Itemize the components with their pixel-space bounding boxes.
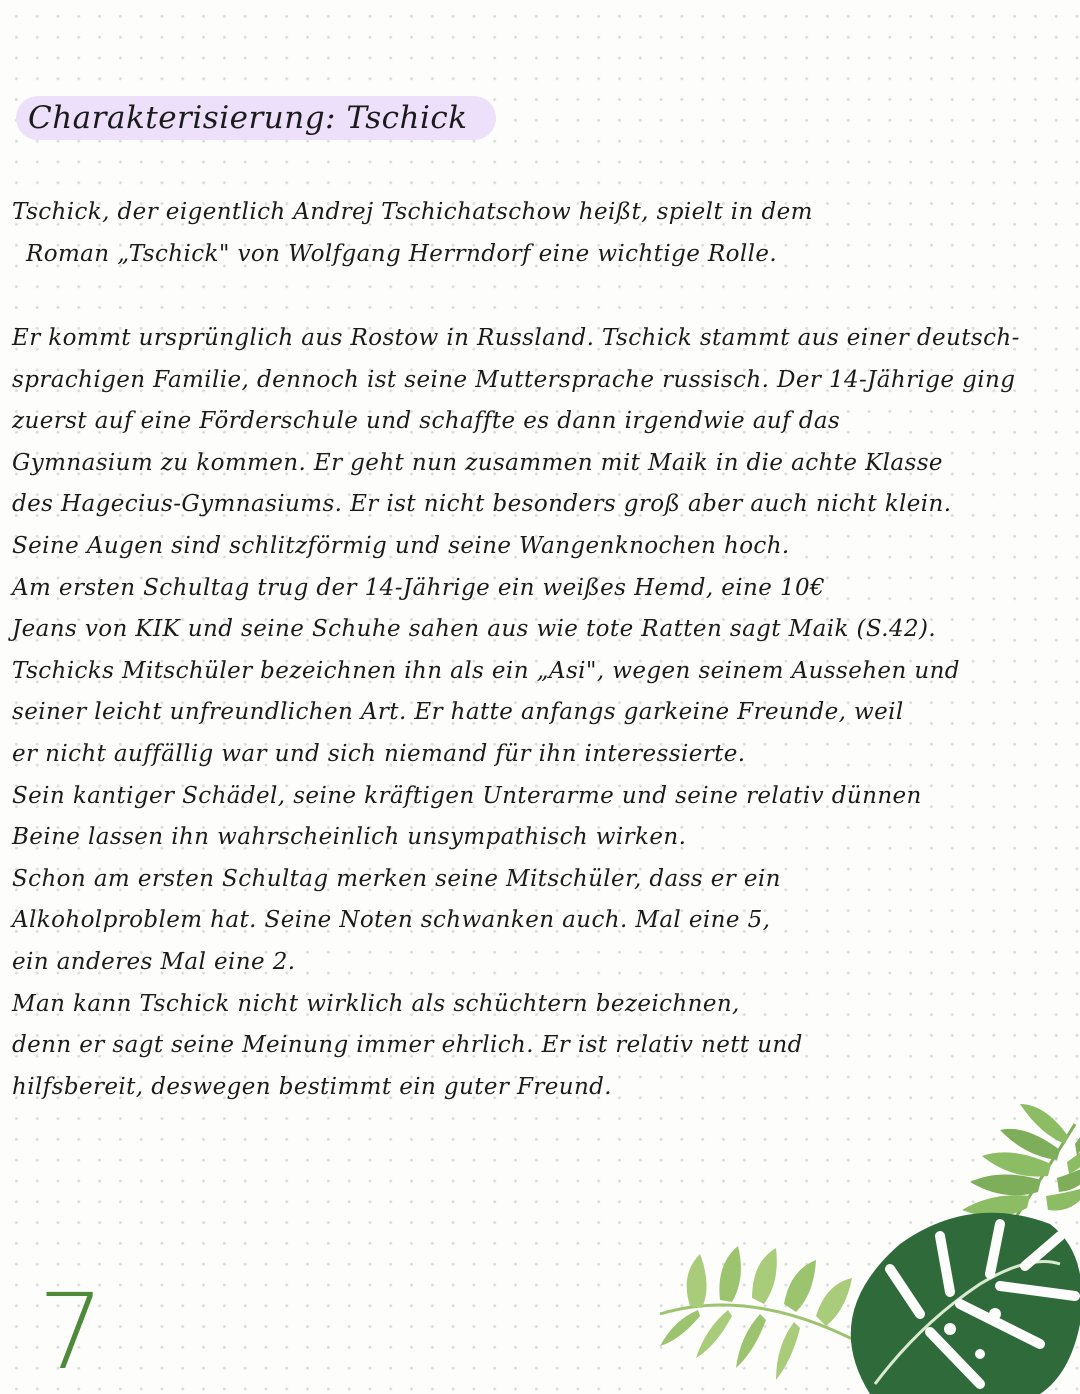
text-line: Alkoholproblem hat. Seine Noten schwanken auch. Mal eine 5, <box>12 907 771 934</box>
text-line: er nicht auffällig war und sich niemand für ihn interessierte. <box>12 740 746 767</box>
text-line: Seine Augen sind schlitzförmig und seine Wangenknochen hoch. <box>12 532 790 559</box>
monstera-and-palm-leaves-icon <box>620 1064 1080 1394</box>
text-line: hilfsbereit, deswegen bestimmt ein guter Freund. <box>12 1073 613 1100</box>
monstera-leaf-icon <box>851 1213 1080 1394</box>
intro-paragraph <box>12 192 1012 275</box>
text-line: zuerst auf eine Förderschule und schaffte es dann irgendwie auf das <box>12 408 841 435</box>
text-line: Tschicks Mitschüler bezeichnen ihn als ein „Asi", wegen seinem Aussehen und <box>12 657 960 684</box>
text-line: seiner leicht unfreundlichen Art. Er hatte anfangs garkeine Freunde, weil <box>12 699 904 726</box>
text-line: Man kann Tschick nicht wirklich als schüchtern bezeichnen, <box>12 990 740 1017</box>
text-line: Schon am ersten Schultag merken seine Mitschüler, dass er ein <box>12 865 781 892</box>
text-line: Tschick, der eigentlich Andrej Tschichatschow heißt, spielt in dem <box>12 199 813 225</box>
text-line: Jeans von KIK und seine Schuhe sahen aus wie tote Ratten sagt Maik (S.42). <box>12 616 937 643</box>
text-line: denn er sagt seine Meinung immer ehrlich. Er ist relativ nett und <box>12 1032 803 1059</box>
title-highlight <box>16 96 496 140</box>
text-line: sprachigen Familie, dennoch ist seine Muttersprache russisch. Der 14-Jährige ging <box>12 366 1016 393</box>
palm-frond-icon <box>660 1246 880 1380</box>
text-line: Er kommt ursprünglich aus Rostow in Russland. Tschick stammt aus einer deutsch- <box>12 325 1020 351</box>
text-line: des Hagecius-Gymnasiums. Er ist nicht besonders groß aber auch nicht klein. <box>12 491 952 518</box>
text-line: Am ersten Schultag trug der 14-Jährige ein weißes Hemd, eine 10€ <box>12 574 826 601</box>
text-line: Gymnasium zu kommen. Er geht nun zusammen mit Maik in die achte Klasse <box>12 449 943 476</box>
text-line: ein anderes Mal eine 2. <box>12 948 296 975</box>
text-line: Sein kantiger Schädel, seine kräftigen Unterarme und seine relativ dünnen <box>12 782 922 809</box>
text-line: Roman „Tschick" von Wolfgang Herrndorf eine wichtige Rolle. <box>26 240 778 267</box>
body-paragraph <box>12 318 1042 1108</box>
page-title: Charakterisierung: Tschick <box>28 100 468 136</box>
page-number: 7 <box>38 1271 105 1393</box>
text-line: Beine lassen ihn wahrscheinlich unsympathisch wirken. <box>12 824 687 851</box>
